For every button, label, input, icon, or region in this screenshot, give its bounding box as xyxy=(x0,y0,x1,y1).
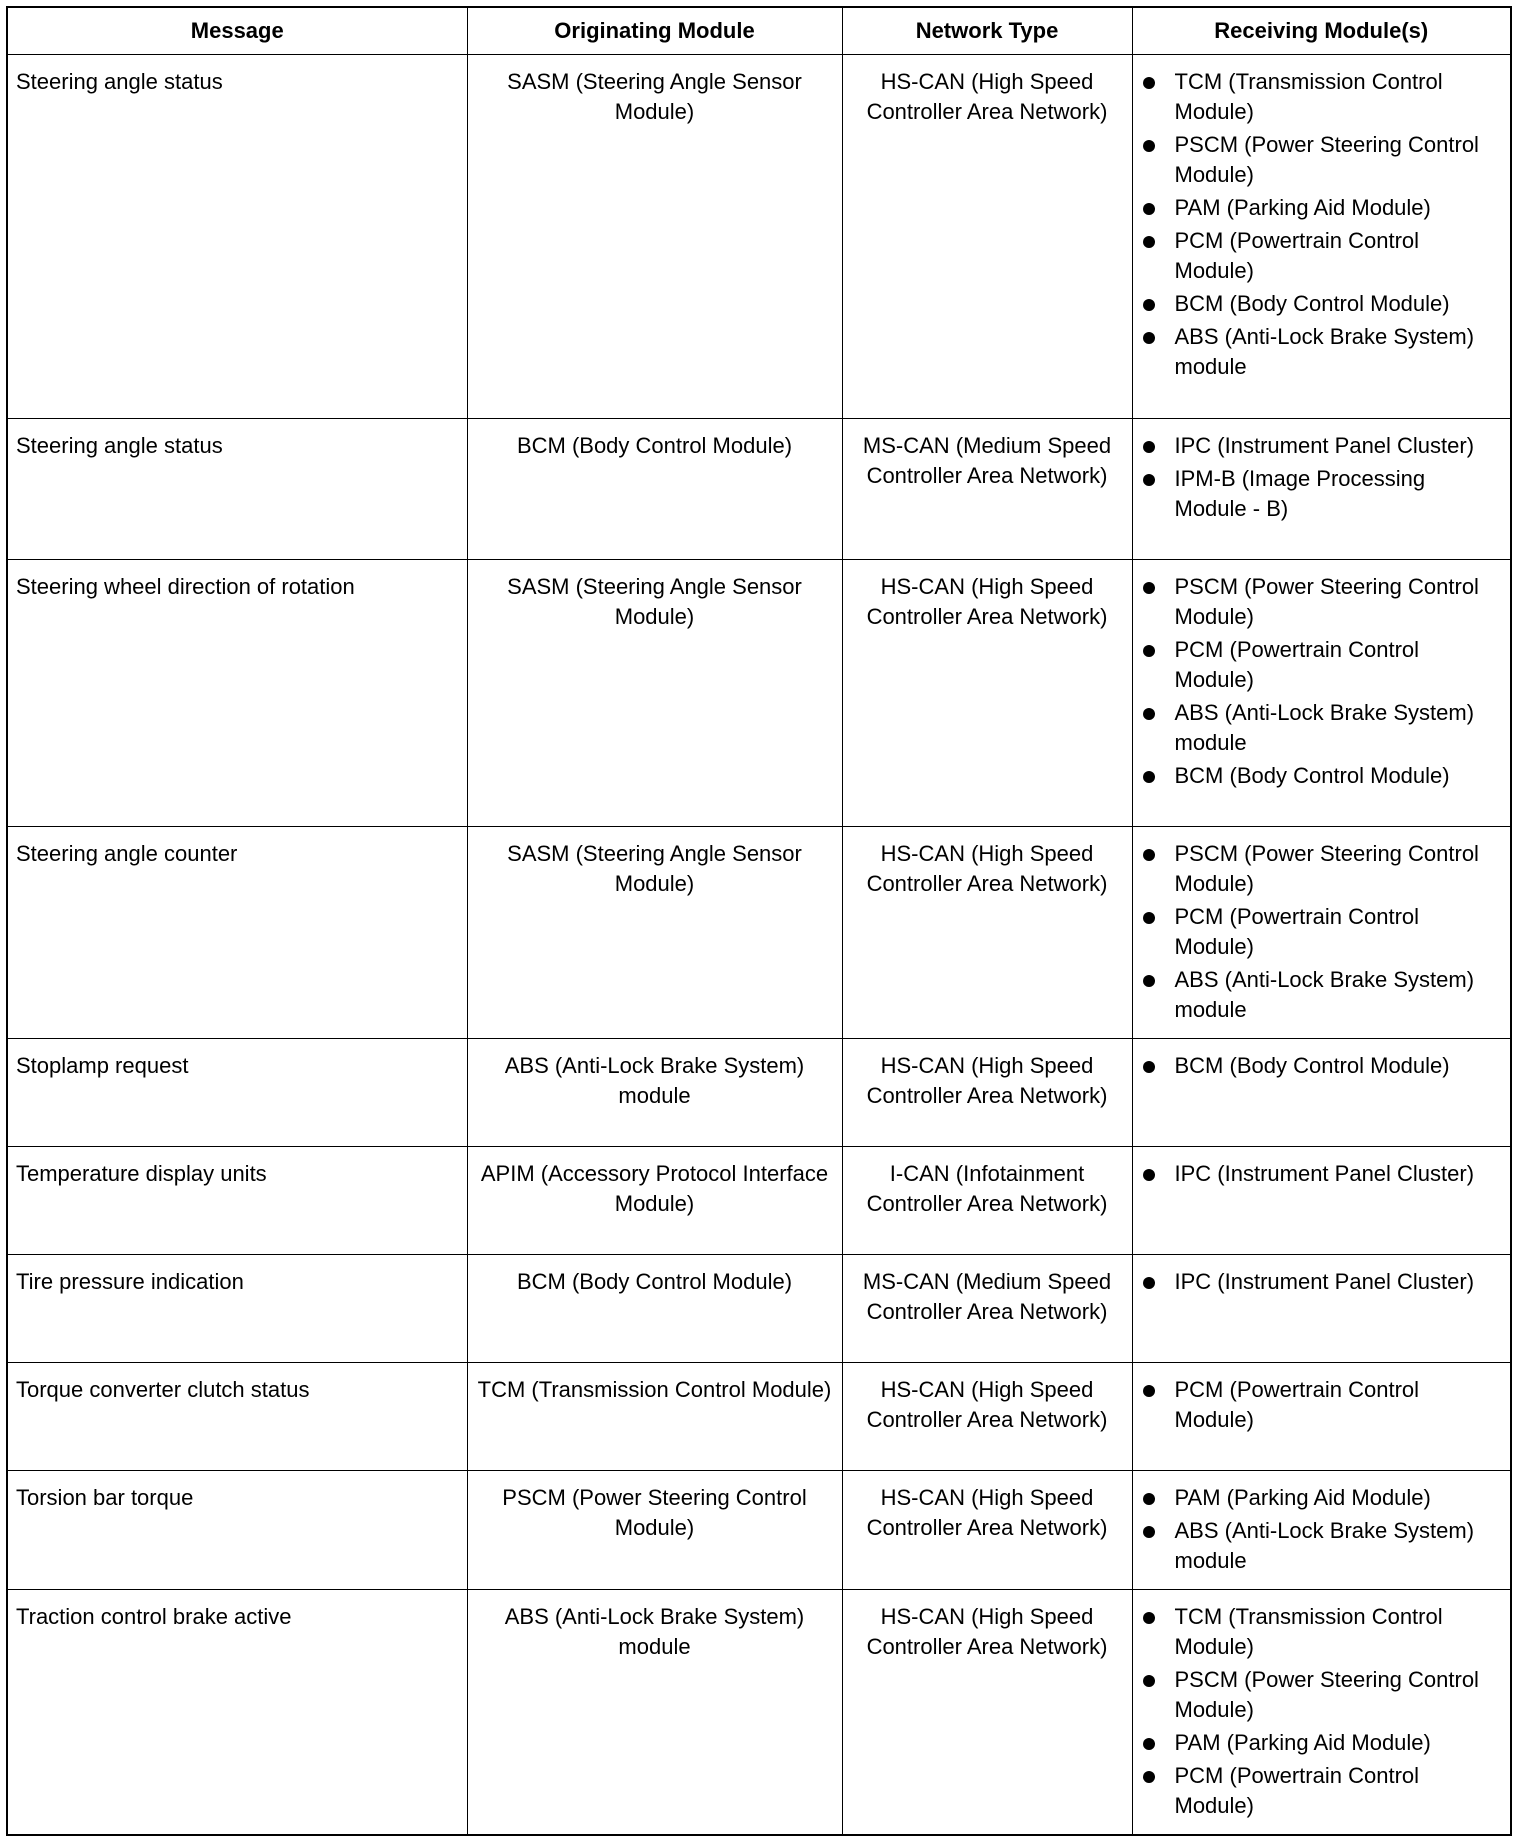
list-item xyxy=(1141,902,1503,962)
table-row xyxy=(7,419,1511,560)
list-item xyxy=(1141,289,1503,319)
cell-message: Steering wheel direction of rotation xyxy=(7,560,467,827)
cell-network-type: MS-CAN (Medium Speed Controller Area Network) xyxy=(842,1255,1132,1363)
table-row xyxy=(7,1471,1511,1590)
bullet-icon xyxy=(1143,1675,1155,1687)
table-row xyxy=(7,1039,1511,1147)
bullet-icon xyxy=(1143,849,1155,861)
cell-network-type: HS-CAN (High Speed Controller Area Network) xyxy=(842,55,1132,419)
receiving-module-text: ABS (Anti-Lock Brake System) module xyxy=(1174,1518,1475,1573)
receiving-module-text: BCM (Body Control Module) xyxy=(1174,763,1450,788)
list-item xyxy=(1141,965,1503,1025)
receiving-module-text: TCM (Transmission Control Module) xyxy=(1174,69,1443,124)
cell-network-type: MS-CAN (Medium Speed Controller Area Network) xyxy=(842,419,1132,560)
list-item xyxy=(1141,193,1503,223)
bullet-icon xyxy=(1143,1061,1155,1073)
receiving-module-text: PCM (Powertrain Control Module) xyxy=(1174,1763,1420,1818)
list-item xyxy=(1141,1516,1503,1576)
receiving-module-text: PCM (Powertrain Control Module) xyxy=(1174,904,1420,959)
receiving-module-list xyxy=(1141,1375,1503,1435)
receiving-module-list xyxy=(1141,1483,1503,1576)
cell-originating-module: ABS (Anti-Lock Brake System) module xyxy=(467,1590,842,1836)
table-row xyxy=(7,55,1511,419)
bullet-icon xyxy=(1143,140,1155,152)
cell-network-type: HS-CAN (High Speed Controller Area Network) xyxy=(842,827,1132,1039)
header-receiving-modules: Receiving Module(s) xyxy=(1132,7,1511,55)
list-item xyxy=(1141,1483,1503,1513)
cell-receiving-modules xyxy=(1132,1255,1511,1363)
cell-network-type: I-CAN (Infotainment Controller Area Network) xyxy=(842,1147,1132,1255)
bullet-icon xyxy=(1143,236,1155,248)
list-item xyxy=(1141,1375,1503,1435)
bullet-icon xyxy=(1143,912,1155,924)
cell-message: Traction control brake active xyxy=(7,1590,467,1836)
cell-receiving-modules xyxy=(1132,560,1511,827)
receiving-module-list xyxy=(1141,572,1503,791)
bullet-icon xyxy=(1143,441,1155,453)
receiving-module-text: TCM (Transmission Control Module) xyxy=(1174,1604,1443,1659)
receiving-module-text: ABS (Anti-Lock Brake System) module xyxy=(1174,324,1475,379)
bullet-icon xyxy=(1143,1169,1155,1181)
receiving-module-text: ABS (Anti-Lock Brake System) module xyxy=(1174,967,1475,1022)
receiving-module-list xyxy=(1141,1159,1503,1189)
cell-originating-module: SASM (Steering Angle Sensor Module) xyxy=(467,55,842,419)
table-body xyxy=(7,55,1511,1836)
cell-receiving-modules xyxy=(1132,1363,1511,1471)
list-item xyxy=(1141,698,1503,758)
cell-originating-module: BCM (Body Control Module) xyxy=(467,1255,842,1363)
table-row xyxy=(7,560,1511,827)
cell-message: Torque converter clutch status xyxy=(7,1363,467,1471)
cell-originating-module: PSCM (Power Steering Control Module) xyxy=(467,1471,842,1590)
list-item xyxy=(1141,130,1503,190)
bullet-icon xyxy=(1143,708,1155,720)
bullet-icon xyxy=(1143,203,1155,215)
receiving-module-text: PCM (Powertrain Control Module) xyxy=(1174,1377,1420,1432)
cell-network-type: HS-CAN (High Speed Controller Area Network) xyxy=(842,1590,1132,1836)
cell-network-type: HS-CAN (High Speed Controller Area Network) xyxy=(842,1039,1132,1147)
table-row xyxy=(7,1147,1511,1255)
list-item xyxy=(1141,839,1503,899)
cell-network-type: HS-CAN (High Speed Controller Area Network) xyxy=(842,1471,1132,1590)
cell-receiving-modules xyxy=(1132,1039,1511,1147)
bullet-icon xyxy=(1143,582,1155,594)
cell-receiving-modules xyxy=(1132,1147,1511,1255)
cell-originating-module: TCM (Transmission Control Module) xyxy=(467,1363,842,1471)
header-message: Message xyxy=(7,7,467,55)
receiving-module-text: BCM (Body Control Module) xyxy=(1174,1053,1450,1078)
receiving-module-list xyxy=(1141,67,1503,382)
bullet-icon xyxy=(1143,299,1155,311)
cell-message: Tire pressure indication xyxy=(7,1255,467,1363)
receiving-module-text: IPM-B (Image Processing Module - B) xyxy=(1174,466,1426,521)
cell-originating-module: BCM (Body Control Module) xyxy=(467,419,842,560)
header-network-type: Network Type xyxy=(842,7,1132,55)
cell-receiving-modules xyxy=(1132,419,1511,560)
list-item xyxy=(1141,1267,1503,1297)
header-originating-module: Originating Module xyxy=(467,7,842,55)
cell-originating-module: SASM (Steering Angle Sensor Module) xyxy=(467,827,842,1039)
receiving-module-text: BCM (Body Control Module) xyxy=(1174,291,1450,316)
receiving-module-text: PCM (Powertrain Control Module) xyxy=(1174,637,1420,692)
list-item xyxy=(1141,1665,1503,1725)
receiving-module-list xyxy=(1141,839,1503,1025)
receiving-module-text: PAM (Parking Aid Module) xyxy=(1174,1730,1431,1755)
list-item xyxy=(1141,761,1503,791)
receiving-module-text: PAM (Parking Aid Module) xyxy=(1174,195,1431,220)
cell-receiving-modules xyxy=(1132,1471,1511,1590)
receiving-module-text: PCM (Powertrain Control Module) xyxy=(1174,228,1420,283)
bullet-icon xyxy=(1143,77,1155,89)
cell-originating-module: SASM (Steering Angle Sensor Module) xyxy=(467,560,842,827)
receiving-module-text: PSCM (Power Steering Control Module) xyxy=(1174,132,1479,187)
table-row xyxy=(7,1255,1511,1363)
bullet-icon xyxy=(1143,1385,1155,1397)
cell-message: Stoplamp request xyxy=(7,1039,467,1147)
cell-message: Temperature display units xyxy=(7,1147,467,1255)
network-message-table xyxy=(6,6,1512,1836)
cell-originating-module: ABS (Anti-Lock Brake System) module xyxy=(467,1039,842,1147)
receiving-module-list xyxy=(1141,1602,1503,1821)
bullet-icon xyxy=(1143,1738,1155,1750)
receiving-module-list xyxy=(1141,1267,1503,1297)
receiving-module-text: PSCM (Power Steering Control Module) xyxy=(1174,841,1479,896)
table-header-row xyxy=(7,7,1511,55)
bullet-icon xyxy=(1143,645,1155,657)
receiving-module-text: PSCM (Power Steering Control Module) xyxy=(1174,574,1479,629)
table-row xyxy=(7,827,1511,1039)
list-item xyxy=(1141,572,1503,632)
bullet-icon xyxy=(1143,1612,1155,1624)
table-row xyxy=(7,1590,1511,1836)
list-item xyxy=(1141,1051,1503,1081)
cell-message: Steering angle status xyxy=(7,419,467,560)
receiving-module-text: IPC (Instrument Panel Cluster) xyxy=(1174,1269,1475,1294)
list-item xyxy=(1141,1761,1503,1821)
receiving-module-text: PAM (Parking Aid Module) xyxy=(1174,1485,1431,1510)
cell-message: Steering angle counter xyxy=(7,827,467,1039)
bullet-icon xyxy=(1143,1493,1155,1505)
list-item xyxy=(1141,464,1503,524)
cell-receiving-modules xyxy=(1132,827,1511,1039)
receiving-module-list xyxy=(1141,431,1503,524)
list-item xyxy=(1141,1602,1503,1662)
bullet-icon xyxy=(1143,1771,1155,1783)
bullet-icon xyxy=(1143,474,1155,486)
receiving-module-text: ABS (Anti-Lock Brake System) module xyxy=(1174,700,1475,755)
receiving-module-text: IPC (Instrument Panel Cluster) xyxy=(1174,433,1475,458)
cell-originating-module: APIM (Accessory Protocol Interface Module) xyxy=(467,1147,842,1255)
cell-receiving-modules xyxy=(1132,1590,1511,1836)
cell-message: Steering angle status xyxy=(7,55,467,419)
bullet-icon xyxy=(1143,332,1155,344)
cell-network-type: HS-CAN (High Speed Controller Area Network) xyxy=(842,560,1132,827)
list-item xyxy=(1141,431,1503,461)
list-item xyxy=(1141,226,1503,286)
list-item xyxy=(1141,1728,1503,1758)
receiving-module-text: PSCM (Power Steering Control Module) xyxy=(1174,1667,1479,1722)
bullet-icon xyxy=(1143,1526,1155,1538)
cell-receiving-modules xyxy=(1132,55,1511,419)
cell-network-type: HS-CAN (High Speed Controller Area Network) xyxy=(842,1363,1132,1471)
bullet-icon xyxy=(1143,1277,1155,1289)
list-item xyxy=(1141,322,1503,382)
receiving-module-text: IPC (Instrument Panel Cluster) xyxy=(1174,1161,1475,1186)
list-item xyxy=(1141,1159,1503,1189)
receiving-module-list xyxy=(1141,1051,1503,1081)
bullet-icon xyxy=(1143,975,1155,987)
list-item xyxy=(1141,67,1503,127)
cell-message: Torsion bar torque xyxy=(7,1471,467,1590)
table-row xyxy=(7,1363,1511,1471)
list-item xyxy=(1141,635,1503,695)
bullet-icon xyxy=(1143,771,1155,783)
